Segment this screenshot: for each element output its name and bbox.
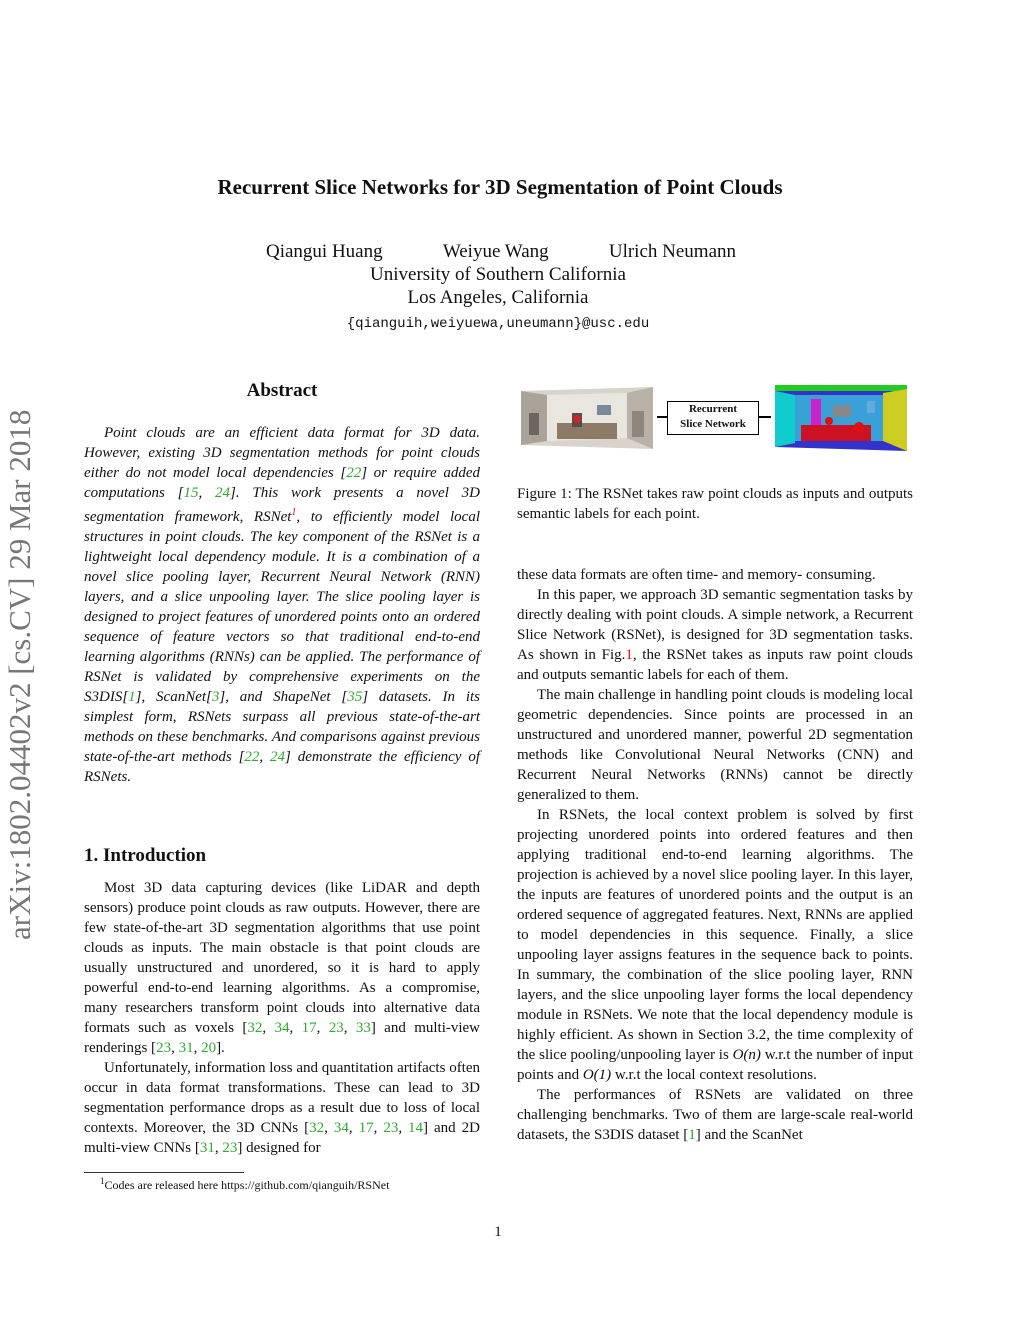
citation-link[interactable]: 20 [201,1040,217,1056]
author-3: Ulrich Neumann [608,241,736,262]
author-email: {qianguih,weiyuewa,uneumann}@usc.edu [346,316,650,332]
citation-link[interactable]: 24 [215,485,231,501]
citation-link[interactable]: 1 [688,1127,696,1143]
figure-1-caption: Figure 1: The RSNet takes raw point clouds as inputs and outputs semantic labels for each point. [517,486,913,522]
citation-link[interactable]: 3 [211,689,220,705]
citation-link[interactable]: 1 [128,689,136,705]
affiliation-location: Los Angeles, California [407,287,589,308]
author-2: Weiyue Wang [442,241,549,262]
segmented-output-image [771,383,911,453]
footnote-mark: 1 [100,1176,105,1186]
footnote-rule [84,1172,244,1173]
citation-link[interactable]: 31 [199,1140,215,1156]
section-heading-introduction: 1. Introduction [84,845,207,866]
input-point-cloud-image [517,383,657,453]
citation-link[interactable]: 34 [333,1120,349,1136]
figure-1 [517,380,913,460]
footnote-text: Codes are released here https://github.com/qianguih/RSNet [104,1178,390,1192]
citation-link[interactable]: 23 [383,1120,399,1136]
introduction-body: Most 3D data capturing devices (like LiDAR and depth sensors) produce point clouds as raw outputs. However, there are few state-of-the-art 3D segmentation algorithms that use point clouds as inputs. The main obstacle is that point clouds are usually unstructured and unordered, so it is hard to apply powerful end-to-end learning algorithms. As a compromise, many researchers transform point clouds into alternative data formats such as voxels [32, 34, 17, 23, 33] and multi-view renderings [23, 31, 20]. Unfortunately, information loss and quantitation artifacts often occur in data format transformations. These can lead to 3D segmentation performance drops as a result due to loss of local contexts. Moreover, the 3D CNNs [32, 34, 17, 23, 14] and 2D multi-view CNNs [31, 23] designed for [84,880,481,1156]
citation-link[interactable]: 34 [274,1020,290,1036]
citation-link[interactable]: 17 [358,1120,374,1136]
paper-title: Recurrent Slice Networks for 3D Segmentation of Point Clouds [217,175,783,199]
arrow-out [759,416,771,418]
rsnet-box [667,401,759,435]
arrow-in [657,416,667,418]
citation-link[interactable]: 23 [222,1140,238,1156]
citation-link[interactable]: 17 [301,1020,317,1036]
citation-link[interactable]: 22 [244,749,260,765]
citation-link[interactable]: 23 [156,1040,172,1056]
author-list [266,241,736,263]
citation-link[interactable]: 33 [355,1020,371,1036]
arxiv-id: arXiv:1802.04402v2 [cs.CV] 29 Mar 2018 [2,409,37,940]
affiliation-university: University of Southern California [370,264,626,285]
citation-link[interactable]: 35 [347,689,363,705]
footnote-ref[interactable]: 1 [291,507,297,518]
math-o-n: O(n) [732,1047,761,1063]
citation-link[interactable]: 23 [328,1020,344,1036]
right-column-body: these data formats are often time- and memory- consuming. In this paper, we approach 3D semantic segmentation tasks by directly dealing with point clouds. A simple network, a Recurrent Slice Network (RSNet), is designed for 3D segmentation tasks. As shown in Fig.1, the RSNet takes as inputs raw point clouds and outputs semantic labels for each of them. The main challenge in handling point clouds is modeling local geometric dependencies. Since points are processed in an unstructured and unordered manner, powerful 2D segmentation methods like Convolutional Neural Networks (CNN) and Recurrent Neural Networks (RNNs) cannot be directly generalized to them. In RSNets, the local context problem is solved by first projecting unordered points into ordered features and then applying traditional end-to-end learning algorithms. The projection is achieved by a novel slice pooling layer. In this layer, the inputs are features of unordered points and the output is an ordered sequence of aggregated features. Next, RNNs are applied to model dependencies in this sequence. Finally, a slice unpooling layer assigns features in the sequence back to points. In summary, the combination of the slice pooling layer, RNN layers, and the slice unpooling layer forms the local dependency module in RSNets. We note that the local dependency module is highly efficient. As shown in Section 3.2, the time complexity of the slice pooling/unpooling layer is O(n) w.r.t the number of input points and O(1) w.r.t the local context resolutions. The performances of RSNets are validated on three challenging benchmarks. Two of them are large-scale real-world datasets, the S3DIS dataset [1] and the ScanNet [517,567,914,1143]
citation-link[interactable]: 15 [183,485,199,501]
footnote [100,1176,389,1193]
citation-link[interactable]: 31 [178,1040,194,1056]
citation-link[interactable]: 32 [247,1020,263,1036]
box-label-line1: Recurrent [688,403,738,415]
citation-link[interactable]: 32 [309,1120,325,1136]
page-number: 1 [494,1224,502,1240]
author-1: Qiangui Huang [266,241,383,262]
citation-link[interactable]: 24 [270,749,286,765]
box-label-line2: Slice Network [680,418,746,430]
citation-link[interactable]: 22 [346,465,362,481]
abstract-heading: Abstract [246,380,318,401]
citation-link[interactable]: 14 [408,1120,424,1136]
math-o-1: O(1) [582,1067,612,1083]
figure-ref-link[interactable]: 1 [625,647,633,663]
abstract-body: Point clouds are an efficient data format for 3D data. However, existing 3D segmentation methods for point clouds either do not model local dependencies [22] or require added computations [15, 24]. This work presents a novel 3D segmentation framework, RSNet$^1$, to efficiently model local structures in point clouds. The key component of the RSNet is a lightweight local dependency module. It is a combination of a novel slice pooling layer, Recurrent Neural Network (RNN) layers, and a slice unpooling layer. The slice pooling layer is designed to project features of unordered points onto an ordered sequence of feature vectors so that traditional end-to-end learning algorithms (RNNs) can be applied. The performance of RSNet is validated by comprehensive experiments on the S3DIS[1], ScanNet[3], and ShapeNet [35] datasets. In its simplest form, RSNets surpass all previous state-of-the-art methods on these benchmarks. And comparisons against previous state-of-the-art methods [22, 24] demonstrate the efficiency of RSNets. [84,425,481,785]
